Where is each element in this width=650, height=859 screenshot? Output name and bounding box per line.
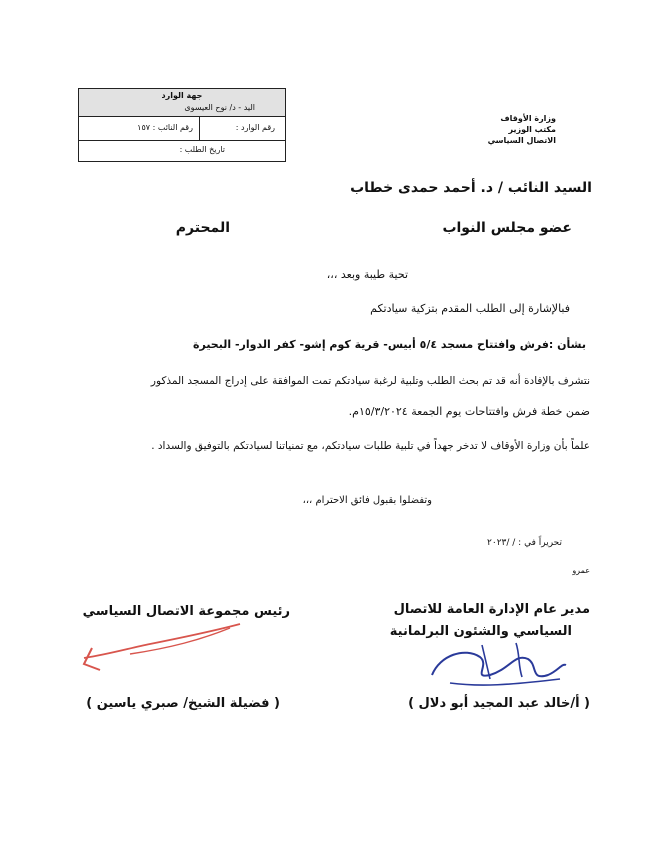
incoming-box-title: جهة الوارد	[161, 91, 203, 100]
request-date-label: تاريخ الطلب :	[179, 145, 225, 154]
incoming-box	[78, 88, 286, 162]
issue-date: تحريراً في : / /٢٠٢٣	[487, 538, 562, 548]
paragraph-1-line-2: ضمن خطة فرش وافتتاحات يوم الجمعة ١٥/٣/٢٠٢٤م.	[348, 405, 590, 418]
ministry-office: مكتب الوزير	[508, 125, 556, 134]
director-title-line-1: مدير عام الإدارة العامة للاتصال	[393, 602, 590, 617]
incoming-box-from: اليد - د/ نوح العيسوى	[184, 103, 255, 112]
typist-initials: عمرو	[572, 566, 590, 575]
ministry-header	[488, 113, 556, 146]
subject-line: بشأن :فرش وافتتاح مسجد ٥/٤ أبيس- قرية كوم إشو- كفر الدوار- البحيرة	[192, 338, 586, 351]
paragraph-2: علماً بأن وزارة الأوقاف لا تدخر جهداً في تلبية طلبات سيادتكم، مع تمنياتنا لسيادتكم بالتوفيق والسداد .	[151, 440, 590, 452]
ministry-department: الاتصال السياسي	[487, 136, 556, 145]
director-title-line-2: السياسي والشئون البرلمانية	[389, 624, 572, 639]
greeting: تحية طيبة وبعد ،،،	[326, 268, 408, 281]
incoming-number-label: رقم الوارد :	[235, 123, 275, 132]
group-head-title: رئيس مجموعة الاتصال السياسي	[82, 604, 290, 619]
deputy-number-label: رقم النائب : ١٥٧	[137, 123, 193, 132]
addressee-honorific: المحترم	[175, 220, 230, 236]
closing-line: وتفضلوا بقبول فائق الاحترام ،،،	[302, 495, 432, 506]
reference-line: فبالإشارة إلى الطلب المقدم بتزكية سيادتكم	[370, 302, 570, 315]
director-signature-icon	[420, 635, 570, 697]
addressee-title: السيد النائب / د. أحمد حمدى خطاب	[350, 180, 592, 196]
director-name: ( أ/خالد عبد المجيد أبو دلال )	[408, 696, 590, 711]
incoming-box-divider	[199, 116, 200, 140]
incoming-box-header	[79, 89, 285, 117]
ministry-name: وزارة الأوقاف	[500, 114, 556, 123]
group-head-name: ( فضيلة الشيخ/ صبري ياسين )	[86, 696, 280, 711]
addressee-role: عضو مجلس النواب	[442, 220, 572, 236]
group-head-signature-icon	[70, 618, 250, 676]
incoming-box-date-row	[79, 140, 285, 161]
paragraph-1-line-1: نتشرف بالإفادة أنه قد تم بحث الطلب وتلبية لرغبة سيادتكم تمت الموافقة على إدراج المسجد المذكور	[150, 375, 590, 387]
incoming-box-numbers	[79, 116, 285, 141]
